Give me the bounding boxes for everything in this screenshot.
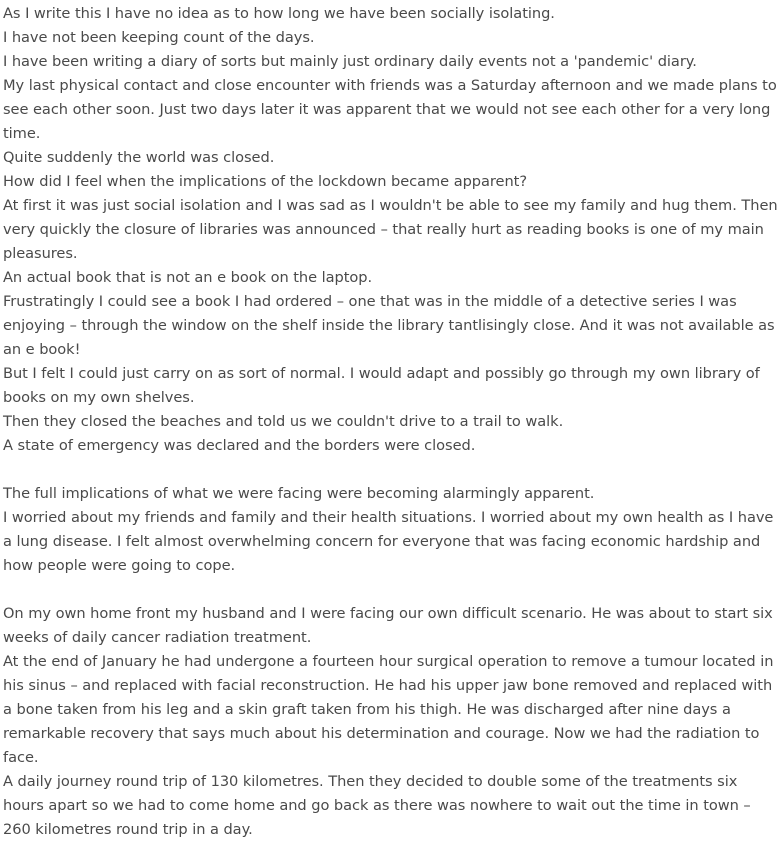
paragraph: On my own home front my husband and I were facing our own difficult scenario. He was about to start six weeks of daily cancer radiation treatment. (3, 605, 773, 646)
paragraph: I worried about my friends and family and their health situations. I worried about my own health as I have a lung disease. I felt almost overwhelming concern for everyone that was facing economic hardship and how people were going to cope. (3, 509, 774, 574)
paragraph: At first it was just social isolation and I was sad as I wouldn't be able to see my family and hug them. Then very quickly the closure of libraries was announced – that really hurt as reading books is one of my main pleasures. (3, 197, 778, 262)
paragraph: An actual book that is not an e book on the laptop. (3, 269, 373, 286)
article-body (3, 2, 779, 842)
paragraph: Frustratingly I could see a book I had ordered – one that was in the middle of a detective series I was enjoying – through the window on the shelf inside the library tantlisingly close. And it was not available as an e book! (3, 293, 775, 358)
paragraph-spacer (3, 458, 779, 482)
paragraph: But I felt I could just carry on as sort of normal. I would adapt and possibly go through my own library of books on my own shelves. (3, 365, 760, 406)
paragraph: A daily journey round trip of 130 kilometres. Then they decided to double some of the treatments six hours apart so we had to come home and go back as there was nowhere to wait out the time in town – 260 kilometres round trip in a day. (3, 773, 751, 838)
paragraph: Quite suddenly the world was closed. (3, 149, 275, 166)
paragraph-spacer (3, 578, 779, 602)
paragraph: As I write this I have no idea as to how long we have been socially isolating. (3, 5, 555, 22)
paragraph: Then they closed the beaches and told us we couldn't drive to a trail to walk. (3, 413, 564, 430)
paragraph: My last physical contact and close encounter with friends was a Saturday afternoon and we made plans to see each other soon. Just two days later it was apparent that we would not see each other for a very long time. (3, 77, 777, 142)
paragraph: How did I feel when the implications of the lockdown became apparent? (3, 173, 528, 190)
paragraph: A state of emergency was declared and the borders were closed. (3, 437, 476, 454)
paragraph: I have not been keeping count of the days. (3, 29, 315, 46)
paragraph: The full implications of what we were facing were becoming alarmingly apparent. (3, 485, 595, 502)
paragraph: I have been writing a diary of sorts but mainly just ordinary daily events not a 'pandemic' diary. (3, 53, 697, 70)
paragraph: At the end of January he had undergone a fourteen hour surgical operation to remove a tumour located in his sinus – and replaced with facial reconstruction. He had his upper jaw bone removed and replaced with a bone taken from his leg and a skin graft taken from his thigh. He was discharged after nine days a remarkable recovery that says much about his determination and courage. Now we had the radiation to face. (3, 653, 774, 766)
